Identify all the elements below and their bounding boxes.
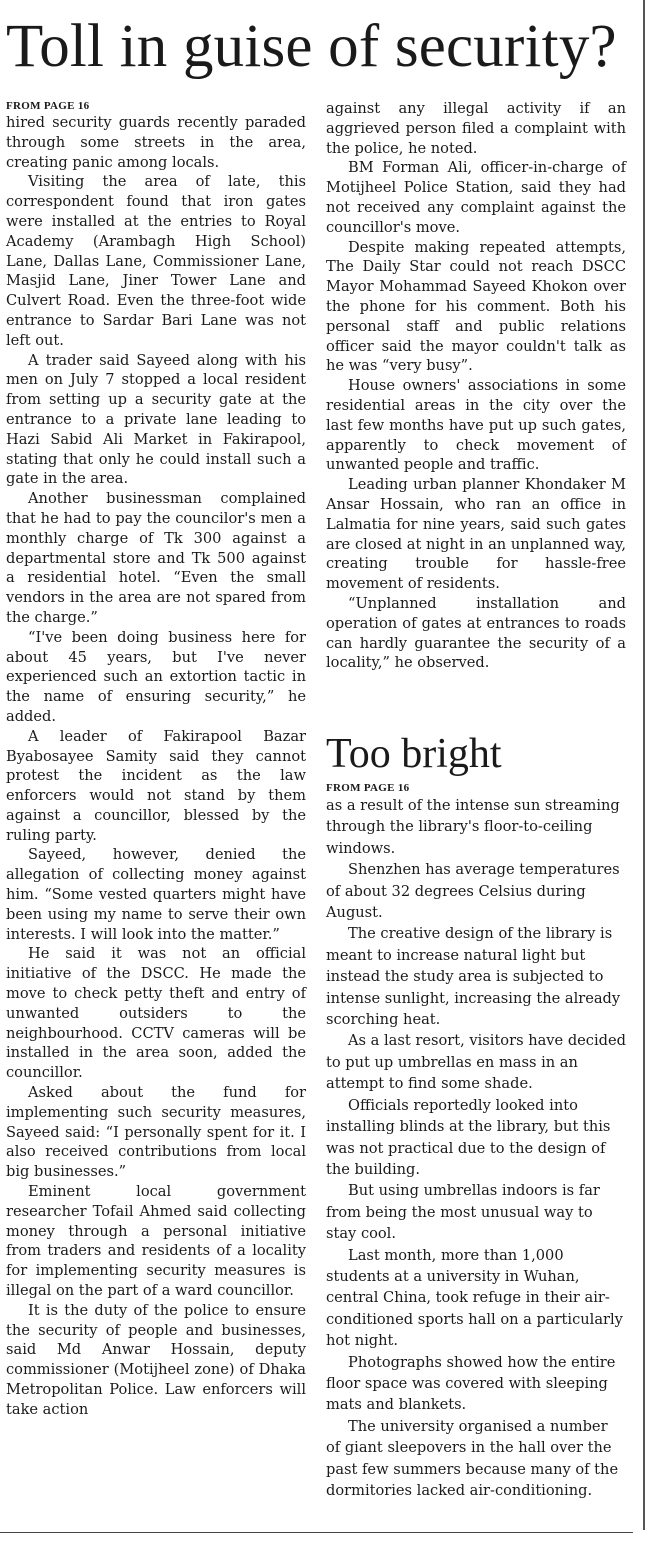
paragraph: Officials reportedly looked into installing blinds at the library, but this was not practical due to the design of the building.: [326, 1096, 611, 1178]
paragraph: BM Forman Ali, officer-in-charge of Motijheel Police Station, said they had not received any complaint against the councillor's move.: [326, 159, 626, 236]
article-column-right: [326, 99, 626, 673]
source-line: FROM PAGE 16: [6, 100, 90, 112]
paragraph: Sayeed, however, denied the allegation of collecting money against him. “Some vested quarters might have been using my name to serve their own interests. I will look into the matter.”: [6, 846, 306, 943]
paragraph: Last month, more than 1,000 students at a university in Wuhan, central China, took refuge in their air-conditioned sports hall on a particularly hot night.: [326, 1246, 623, 1350]
column-rule: [643, 0, 645, 1530]
paragraph: He said it was not an official initiative of the DSCC. He made the move to check petty theft and entry of unwanted outsiders to the neighbourhood. CCTV cameras will be installed in the area soon, added the councillor.: [6, 945, 306, 1082]
paragraph: as a result of the intense sun streaming through the library's floor-to-ceiling windows.: [326, 797, 620, 857]
paragraph: Shenzhen has average temperatures of about 32 degrees Celsius during August.: [326, 861, 620, 922]
paragraph: hired security guards recently paraded through some streets in the area, creating panic among locals.: [6, 114, 306, 171]
paragraph: Photographs showed how the entire floor space was covered with sleeping mats and blankets.: [326, 1353, 616, 1414]
paragraph: “Unplanned installation and operation of gates at entrances to roads can hardly guarantee the security of a locality,” he observed.: [326, 594, 626, 672]
paragraph: Another businessman complained that he had to pay the councilor's men a monthly charge of Tk 300 against a departmental store and Tk 500 against a residential hotel. “Even the small vendors in the area are not spared from the charge.”: [6, 490, 306, 626]
article-headline: Toll in guise of security?: [6, 13, 617, 80]
source-line: FROM PAGE 16: [326, 782, 410, 794]
paragraph: Leading urban planner Khondaker M Ansar Hossain, who ran an office in Lalmatia for nine years, said such gates are closed at night in an unplanned way, creating trouble for hassle-free movement of residents.: [326, 476, 626, 593]
paragraph: “I've been doing business here for about 45 years, but I've never experienced such an extortion tactic in the name of ensuring security,” he added.: [6, 628, 306, 725]
paragraph: against any illegal activity if an aggrieved person filed a complaint with the police, he noted.: [326, 100, 626, 157]
paragraph: But using umbrellas indoors is far from being the most unusual way to stay cool.: [326, 1182, 600, 1243]
paragraph: Visiting the area of late, this correspondent found that iron gates were installed at the entries to Royal Academy (Arambagh High School) Lane, Dallas Lane, Commissioner Lane, Masjid Lane, Jiner Tower Lane and Culvert Road. Even the three-foot wide entrance to Sardar Bari Lane was not left out.: [6, 173, 306, 349]
paragraph: Asked about the fund for implementing such security measures, Sayeed said: “I personally spent for it. I also received contributions from local big businesses.”: [6, 1084, 306, 1181]
paragraph: Despite making repeated attempts, The Daily Star could not reach DSCC Mayor Mohammad Sayeed Khokon over the phone for his comment. Both his personal staff and public relations officer said the mayor couldn't talk as he was “very busy”.: [326, 238, 626, 375]
article-column-left: [6, 99, 306, 1420]
paragraph: As a last resort, visitors have decided to put up umbrellas en mass in an attempt to find some shade.: [326, 1032, 626, 1093]
bottom-rule: [0, 1532, 633, 1533]
second-article: [326, 731, 626, 1501]
paragraph: The university organised a number of giant sleepovers in the hall over the past few summers because many of the dormitories lacked air-conditioning.: [326, 1417, 619, 1499]
second-article-headline: Too bright: [326, 731, 502, 777]
paragraph: It is the duty of the police to ensure the security of people and businesses, said Md Anwar Hossain, deputy commissioner (Motijheel zone) of Dhaka Metropolitan Police. Law enforcers will take action: [6, 1301, 306, 1418]
paragraph: House owners' associations in some residential areas in the city over the last few months have put up such gates, apparently to check movement of unwanted people and traffic.: [326, 377, 626, 474]
paragraph: The creative design of the library is meant to increase natural light but instead the study area is subjected to intense sunlight, increasing the already scorching heat.: [326, 925, 621, 1029]
paragraph: Eminent local government researcher Tofail Ahmed said collecting money through a personal initiative from traders and residents of a locality for implementing security measures is illegal on the part of a ward councillor.: [6, 1183, 306, 1300]
paragraph: A leader of Fakirapool Bazar Byabosayee Samity said they cannot protest the incident as the law enforcers would not stand by them against a councillor, blessed by the ruling party.: [6, 727, 306, 844]
paragraph: A trader said Sayeed along with his men on July 7 stopped a local resident from setting up a security gate at the entrance to a private lane leading to Hazi Sabid Ali Market in Fakirapool, stating that only he could install such a gate in the area.: [6, 351, 306, 488]
